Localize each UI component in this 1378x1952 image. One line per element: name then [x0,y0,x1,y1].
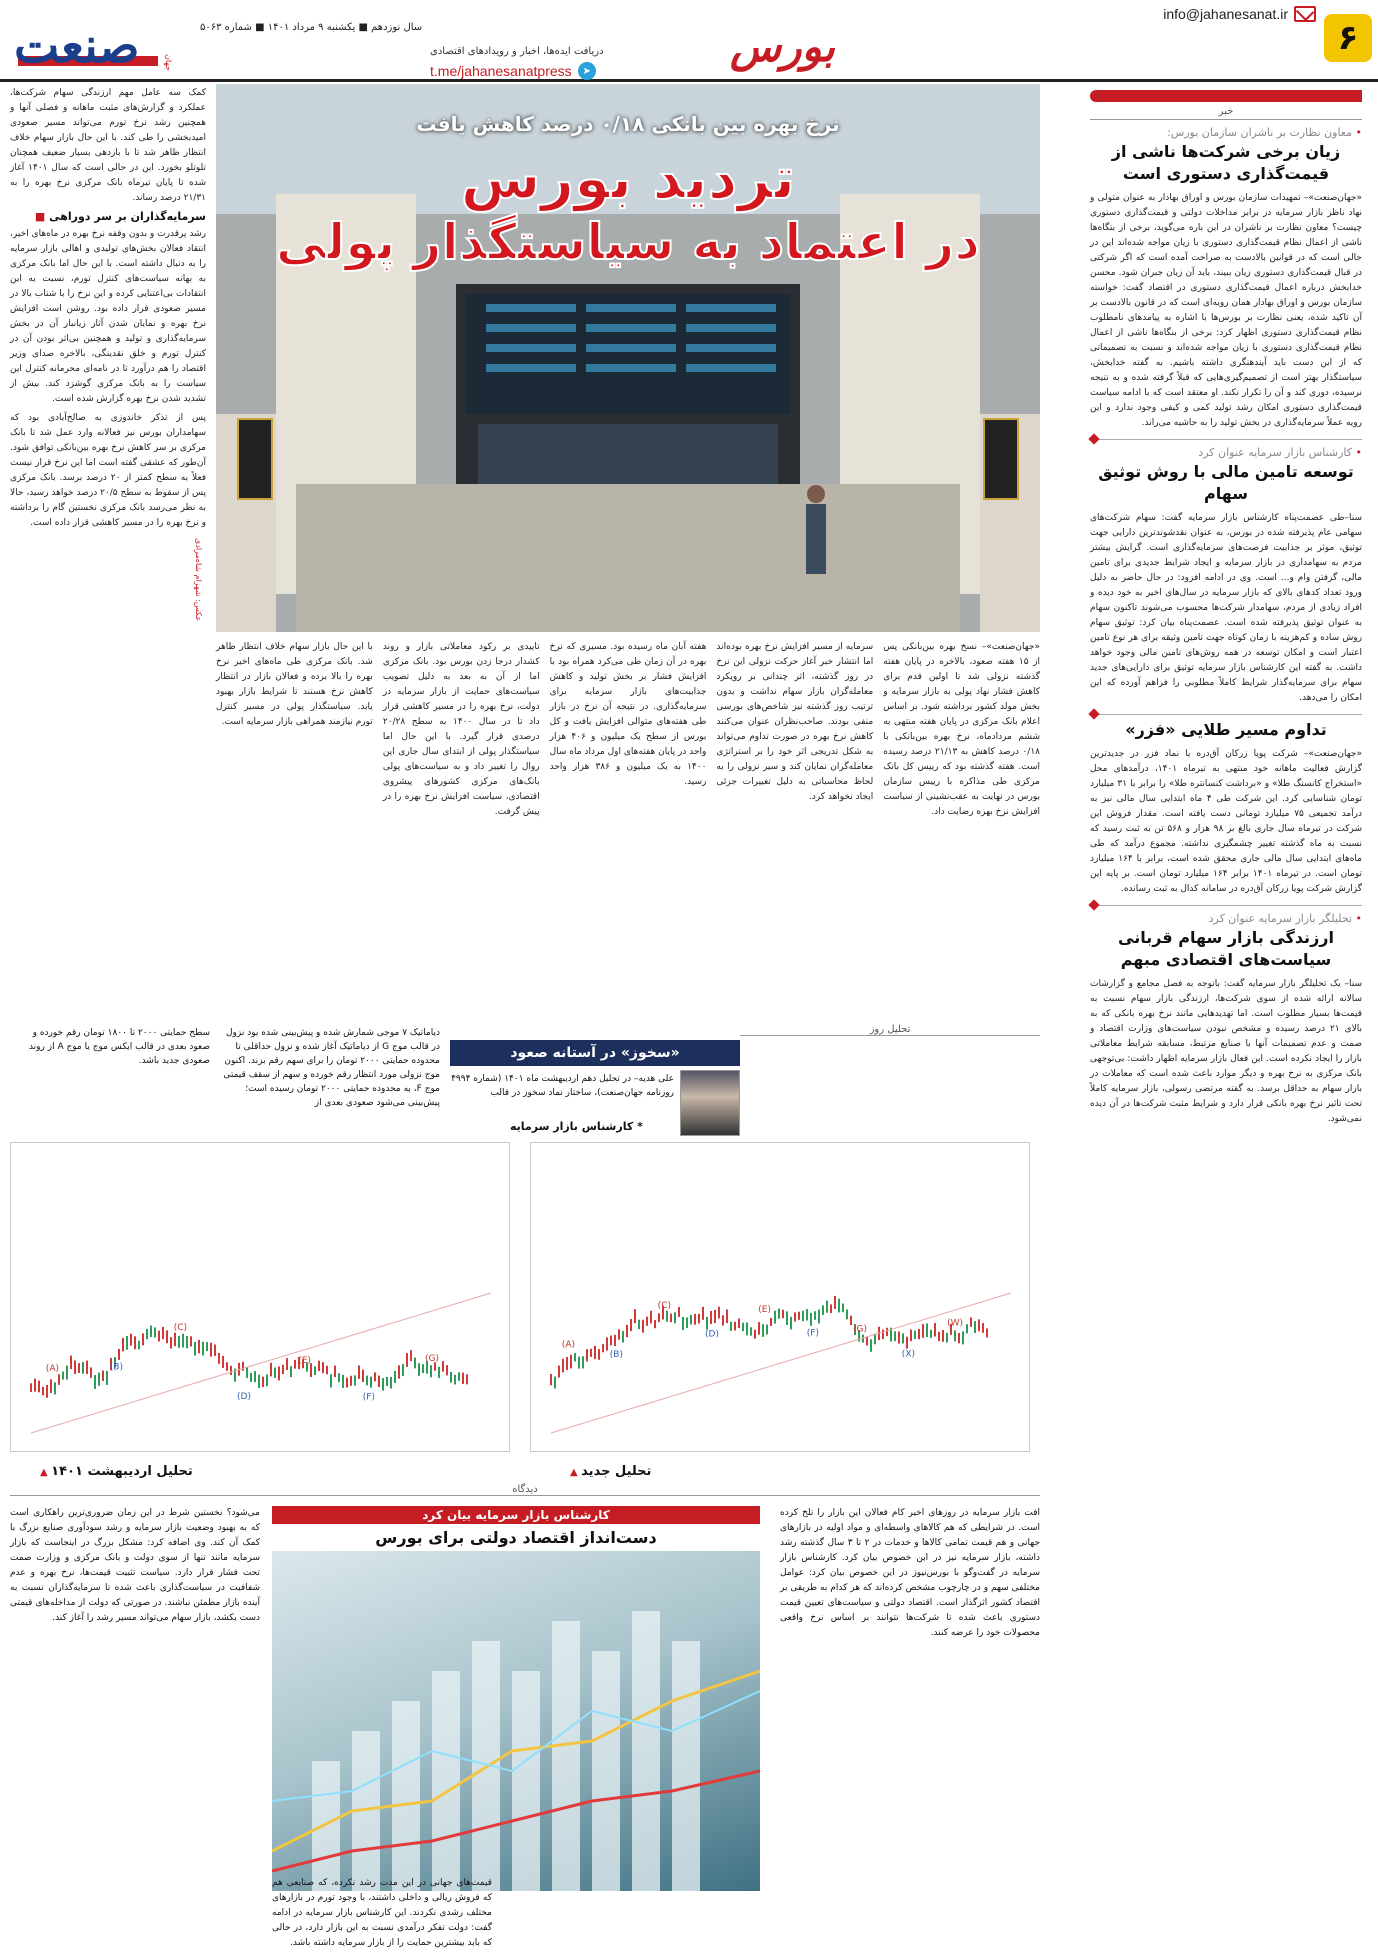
feature-kicker: کارشناس بازار سرمایه بیان کرد [272,1506,760,1524]
logo-word: صنعت [14,18,140,74]
analysis-section [10,1024,1040,1479]
hero-headline-1: تردید بورس [460,144,796,212]
chart-old-analysis [10,1142,510,1452]
section-title: بورس [730,22,835,71]
wave-label: (B) [109,1362,123,1373]
story1-title: زیان برخی شرکت‌ها ناشی از قیمت‌گذاری دستوری است [1111,142,1341,183]
divider [1090,905,1362,906]
article-col-3: هفته آبان ماه رسیده بود. مسیری که نرخ بهره در آن زمان طی می‌کرد همراه بود با افزایش فشار بر بخش تولید و کاهش جذابیت‌های بازار سرمایه برای سرمایه‌گذاری. در نتیجه آن نرخ در بازار طی هفته‌های متوالی افزایش یافت و کل بورس از سطح یک میلیون و ۴۰۶ هزار واحد در پایان هفته‌های اول مرداد ماه سال ۱۴۰۰ به یک میلیون و ۳۸۶ هزار واحد رسید. [549,642,707,787]
left-body-2: رشد پرقدرت و بدون وقفه نرخ بهره در ماه‌های اخیر، انتقاد فعالان بخش‌های تولیدی و اهالی بازار سرمایه را به دنبال داشته است. با این حال اما بانک مرکزی به بهانه سیاست‌های کنترل تورم، نسبت به این انتقادات بی‌اعتنایی کرده و این نرخ را با شتاب بالا در مسیر صعودی قرار داده بود. روشن است افزایش نرخ بهره و نمایان شدن آثار زیانبار آن در بخش سرمایه‌گذاری و تولید و همچنین بی‌اثر بودن آن در کنترل تورم و خلق نقدینگی، بالاخره صدای وزیر اقتصاد را هم درآورد تا در نامه‌ای محرمانه کنترل این سیاست را به بانک مرکزی گوشزد کند. بیش از تشدید شدن نرخ بهره گزارش شده است. [10,229,206,404]
telegram-url[interactable]: t.me/jahanesanatpress [430,63,572,79]
story1-kicker: • معاون نظارت بر ناشران سازمان بورس: [1090,126,1362,139]
wave-label: (C) [657,1301,671,1312]
story2-kicker: • کارشناس بازار سرمایه عنوان کرد [1090,446,1362,459]
analysis-intro: علی هدیه– در تحلیل دهم اردیبهشت ماه ۱۴۰۱ (شماره ۴۹۹۴ روزنامه جهان‌صنعت)، ساختار نماد سخوز در قالب [451,1074,674,1098]
newspaper-logo [14,18,174,78]
trend-line [551,1293,1011,1433]
author-photo [680,1070,740,1136]
bottom-col-left: می‌شود؟ نخستین شرط در این زمان ضروری‌ترین راهکاری است که به بهبود وضعیت بازار سرمایه و رشد سودآوری صنایع بزرگ با کمک آن کند. وی اضافه کرد: مشکل بزرگ در اینجاست که بازار سرمایه مانند تنها از سوی دولت و بانک مرکزی و وزارت صمت تحت فشار قرار دارد. سیاست تثبیت قیمت‌ها، نرخ بهره و عدم شفافیت در سیاست‌گذاری باعث شده تا سرمایه‌گذاران نسبت به آینده بازار مطمئن نباشند. در صورتی که دولت از مداخله‌های قیمتی دست بکشد، بازار سهام می‌تواند مسیر رشد را آغاز کند. [10,1508,260,1623]
wave-label: (F) [362,1392,375,1403]
wave-label: (B) [609,1349,623,1360]
analysis-tag: تحلیل روز [740,1024,1040,1036]
wave-label: (W) [947,1318,963,1329]
left-subheading: سرمایه‌گذاران بر سر دوراهی ■ [10,210,206,223]
mail-icon [1294,6,1316,22]
main-article-columns [216,640,1040,1008]
story3-body: «جهان‌صنعت»– شرکت پویا زرکان آق‌دره با نماد فزر در جدیدترین گزارش فعالیت ماهانه خود منتهی به تیرماه ۱۴۰۱، درآمدهای محل «استخراج کانسنگ طلا» و «برداشت کنسانتره طلا» را برابر با ۳۱ میلیارد تومان شناسایی کرد. این شرکت طی ۴ ماه ابتدایی سال مالی نیز به درآمد تجمیعی ۷۵ میلیارد تومانی دست یافته است. مقدار فروش این شرکت در تیرماه سال جاری بالغ بر ۹۸ هزار و ۵۶۸ تن به ثبت رسید که نسبت به ماه گذشته تغییر چشمگیری نداشته. مجموع درآمد که طی ماه‌های ابتدایی سال مالی جاری محقق شده است، برابر با ۱۶۴ میلیارد تومان است. در تیرماه ۱۴۰۱ برابر ۱۶۴ میلیارد تومان است. بر پایه این گزارش شرکت پویا زرکان آق‌دره در سامانه کدال به ثبت رسانده. [1090,749,1363,894]
analysis-text-2: دیاماتیک ۷ موجی شمارش شده و پیش‌بینی شده بود نزول در قالب موج G از دیاماتیک آغاز شده و نزول حداقلی تا محدوده حمایتی ۲۰۰۰ تومان را برای سهم رقم بزند. اکنون موج نزولی مورد انتظار رقم خورده و سهم از سقف قیمتی موج F، به محدوده حمایتی ۲۰۰۰ تومان رسیده است؛ پیش‌بینی می‌شود صعودی بعدی از [223,1028,440,1108]
story1-body: «جهان‌صنعت»– تمهیدات سازمان بورس و اوراق بهادار به عنوان متولی و نهاد ناظر بازار سرمایه در برابر مداخلات دولتی و قیمت‌گذاری دستوری چیست؟ معاون نظارت بر ناشران در این باره می‌گوید، برخی از بنگاه‌ها ناشی از اعمال نظام قیمت‌گذاری دستوری با زیان مواجه شده‌اند این در حالی است که در قوانین بالادست به صراحت آمده است که اگر شرکتی در قبال قیمت‌گذاری دستوری زیان ببیند، باید آن زیان جبران شود. محسن خدابخش درباره اعمال قیمت‌گذاری دستوری در اقتصاد گفت: خواسته سازمان بورس و اوراق بهادار همان رویه‌ای است که در قانون بالادست بر آن تاکید شده، یعنی نظارت بر بورس‌ها با اشاره به پیامدهای نامطلوب نظام قیمت‌گذاری دستوری اظهار کرد: برخی از بنگاه‌ها ناشی از اعمال نظام قیمت‌گذاری دستوری با زیان مواجه شده‌اند و نسبت به تصمیماتی که از این دست باید آیندهنگری داشته باشیم. به گفته خدابخش، سیاستگذار بهتر است از تصمیم‌گیری‌هایی که قبلاً گرفته شده و به نتیجه نرسیده، دوری کند و آن را تکرار نکند. او معتقد است که با ادامه سیاست قیمت‌گذاری دستوری امکان رشد تولید کمی و کیفی وجود ندارد و این رویه عملاً سرمایه‌گذاری در بخش تولید را به حاشیه می‌راند. [1090,193,1362,428]
wave-label: (F) [806,1328,819,1339]
bottom-col-right: افت بازار سرمایه در روزهای اخیر کام فعالان این بازار را تلخ کرده است. در شرایطی که هم کالاهای واسطه‌ای و مواد اولیه در بازارهای جهانی و هم قیمت تمامی کالاها و خدمات در ۲ تا ۳ سال گذشته رشد داشته، بازار سرمایه نیز در این خصوص بیان کرد. کارشناس بازار سرمایه در گفت‌وگو با بورس‌نیوز در این خصوص بیان کرد: عوامل مختلفی سهم و در چارچوب مشخص کرده‌اند که هر کدام به طریقی بر اقتصاد کشور اثرگذار است. اقتصاد دولتی و سیاست‌های تعیین قیمت دستوری باعث شده تا شرکت‌ها نتوانند بر اساس نرخ واقعی محصولات خود را عرضه کنند. [780,1508,1040,1638]
analysis-text-3: سطح حمایتی ۲۰۰۰ تا ۱۸۰۰ تومان رقم خورده و صعود بعدی در قالب ایکس موج یا موج A از روند صعودی جدید باشد. [28,1028,210,1066]
expert-label: * کارشناس بازار سرمایه [510,1120,643,1133]
story3-title: تداوم مسیر طلایی «فزر» [1125,720,1327,739]
wave-label: (A) [45,1363,59,1374]
opinion-tag: دیدگاه [10,1484,1040,1496]
hero-kicker: نرخ بهره بین بانکی ۰/۱۸ درصد کاهش یافت [416,112,840,136]
feature-frame [272,1506,760,1936]
article-col-5: با این حال بازار سهام خلاف انتظار ظاهر شد. بانک مرکزی طی ماه‌های اخیر نرخ بهره را بالا برده و فعالان بازار در انتظار کاهش نرخ هستند تا شرایط بازار بهبود یابد. سیاستگذار پولی در مسیر کنترل تورم نیازمند همراهی بازار سرمایه است. [216,642,373,727]
issue-line: سال نوزدهم ■ یکشنبه ۹ مرداد ۱۴۰۱ ■ شماره ۵۰۶۳ [200,22,423,33]
telegram-caption: دریافت ایده‌ها، اخبار و رویدادهای اقتصادی [430,46,604,57]
wave-label: (G) [424,1353,439,1364]
telegram-icon: ➤ [578,62,596,80]
left-body-1: کمک سه عامل مهم ارزندگی سهام شرکت‌ها، عملکرد و گزارش‌های مثبت ماهانه و فصلی آنها و همچنین رشد نرخ تورم می‌تواند مسیر صعودی امیدبخشی را طی کند. با این حال بازار سهام خلاف انتظار ظاهر شد تا با بازدهی بسیار ضعیف همچنان تلوتلو بخورد. این در حالی است که سال ۱۴۰۱ آغاز شده تا پایان تیرماه بانک مرکزی نرخ بهره را به ۲۱/۳۱ درصد رساند. [10,88,207,203]
wave-label: (D) [237,1391,251,1402]
page-header [0,0,1378,82]
divider [1090,714,1362,715]
article-col-2: سرمایه از مسیر افزایش نرخ بهره بوده‌اند اما انتشار خبر آغاز حرکت نزولی این نرخ در روز گذشته، اثر چندانی بر رویکرد معامله‌گران بازار سهام نداشت و بدون ترتیب روز گذشته نیز شاخص‌های بورسی منفی بودند. صاحب‌نظران عنوان می‌کنند کاهش نرخ بهره در صورت تداوم می‌تواند به شکل تدریجی اثر خود را بر استراتژی معامله‌گران نمایان کند و سیر نزولی را به لحاظ محاسباتی به دلیل تغییرات جزئی ایجاد نخواهد کرد. [716,642,874,802]
wave-label: (X) [901,1349,915,1360]
wave-label: (G) [852,1324,867,1335]
finance-chart-image [272,1551,760,1891]
news-tag: خبر [1090,106,1362,120]
story2-title: توسعه تامین مالی با روش توثیق سهام [1098,462,1354,503]
trend-line [31,1293,491,1433]
feature-title: دست‌انداز اقتصاد دولتی برای بورس [375,1528,657,1547]
logo-sub: جهان [164,54,173,71]
left-column [10,86,206,531]
left-body-3: پس از تذکر خاندوزی به صالح‌آبادی بود که سهامداران بورس نیز فعالانه وارد عمل شد تا بانک مرکزی بر سر کاهش نرخ بهره بین‌بانکی توافق شود. آن‌طور که عشقی گفته است اما این نرخ قرار نیست فعلاً به سطح کمتر از ۲۰ درصد برسد. بانک مرکزی پس از سقوط به سطح ۲۰/۵ درصد خواهد رسید، حالا به نظر می‌رسد بانک مرکزی نخستین گام را برداشته و نرخ بهره را در مسیر کاهشی قرار داده است. [10,413,206,528]
wave-label: (E) [298,1355,311,1366]
wave-label: (A) [561,1339,575,1350]
wave-label: (E) [758,1304,771,1315]
photo-credit: عکس: شهرام شاه‌مرادی [194,538,203,622]
article-col-1: «جهان‌صنعت»– نسخ بهره بین‌بانکی پس از ۱۵ هفته صعود، بالاخره در پایان هفته گذشته نزولی شد تا اولین قدم برای کاهش فشار نهاد پولی به بازار سرمایه و بخش مولد کشور برداشته شود. بر اساس اعلام بانک مرکزی در پایان هفته منتهی به ششم مردادماه، نرخ بهره بین‌بانکی با ۰/۱۸ درصد کاهش به ۲۱/۱۳ درصد رسیده است. هفته گذشته بود که رییس کل بانک مرکزی طی مذاکره با رییس سازمان بورس در نهایت به عقب‌نشینی از سیاست افزایش نرخ بهره رضایت داد. [883,642,1040,817]
divider [1090,439,1362,440]
hero-headline-2: در اعتماد به سیاستگذار پولی [275,213,981,271]
bottom-section [10,1484,1040,1948]
right-column [1090,90,1362,1946]
bottom-col-mid: قیمت‌های جهانی در این مدت رشد نکرده، که صنایعی هم که فروش ریالی و داخلی داشتند، با وجود تورم در بازارهای مختلف رشدی نکردند. این کارشناس بازار سرمایه در ادامه گفت: دولت تفکر درآمدی نسبت به این بازار دارد، در حالی که باید بیشترین حمایت را از بازار سرمایه داشته باشد. [272,1878,492,1948]
wave-label: (C) [173,1322,187,1333]
hero-photo [216,84,1040,632]
story2-body: سنا–طی عصمت‌پناه کارشناس بازار سرمایه گفت: سهام شرکت‌های سهامی عام پذیرفته شده در بورس، به عنوان نقدشوندترین دارایی جهت توثیق، موثر بر جذابیت فرصت‌های سرمایه‌گذاری است. گرایش بیشتر مردم به سهامداری در بازار سرمایه و ایجاد شرایط جدیدی برای تامین مالی، گرفتن وام و... است. وی در ادامه افزود: در حال حاضر به دلیل ورود تعداد کدهای بالای که بازار سرمایه در سال‌های اخیر به خود دیده و افراد زیادی از مردم، سهامدار شرکت‌ها محسوب می‌شوند تاکنون سهام به عنوان توثیق پذیرفته شده است. عصمت‌پناه بیان کرد: توثیق سهام روش ساده و کم‌هزینه با زمان کوتاه جهت تامین وثیقه برای هر نوع تامین اعتبار است و امکان توسعه در همه روش‌های تامین مالی وجود خواهد داشت. به گفته این کارشناس بازار سرمایه توثیق برای دارایی‌های جدید سهام برای سرمایه‌گذار شرایط کاملاً مطلوبی را فراهم آورده که این امکان را می‌دهد. [1090,513,1362,703]
story4-title: ارزندگی بازار سهام قربانی سیاست‌های اقتصادی مبهم [1118,928,1334,969]
bar-graph-illustration [272,1551,760,1891]
article-col-4: تاییدی بر رکود معاملاتی بازار و روند کشدار درجا زدن بورس بود. بانک مرکزی اما از آن به بعد به دلیل تصویب سیاست‌های حمایت از بازار سرمایه در دولت، نرخ بهره را در مسیر کاهشی قرار داد تا در سال ۱۴۰۰ به سطح ۲۰/۲۸ درصدی قرار گیرد. با این حال اما سیاستگذار پولی از ابتدای سال جاری این روال را تغییر داد و به سیاست‌های پولی بانک‌های مرکزی کشورهای پیشروی اقتصادی، سیاست افزایش نرخ بهره را در پیش گرفت. [382,642,540,817]
page-number: ۶ [1324,14,1372,62]
chart-old-caption: تحلیل اردیبهشت ۱۴۰۱ ▲ [40,1464,193,1479]
wave-label: (D) [705,1329,719,1340]
telegram-link[interactable] [430,62,596,80]
red-bar [1090,90,1362,102]
chart-new-caption: تحلیل جدید ▲ [570,1464,651,1479]
analysis-title: «سخوز» در آستانه صعود [450,1040,740,1066]
chart-new-analysis [530,1142,1030,1452]
story4-kicker: • تحلیلگر بازار سرمایه عنوان کرد [1090,912,1362,925]
email-line [1163,6,1316,22]
story4-body: سنا– یک تحلیلگر بازار سرمایه گفت: باتوجه به فصل مجامع و گزارشات سالانه ارائه شده از سوی شرکت‌ها، ارزندگی بازار سهام نسبت به قیمت‌ها بسیار مطلوب است. اما تهدیدهایی مانند نرخ بهره بانکی که به بالای ۲۱ درصد رسیده و مشخص نبودن سیاست‌های وزارت اقتصاد و صمت و عدم تصمیمات آنها با صنایع مرتبط، مسابقه شرایط معاملاتی بازار را ایجاد نکرده است. این فعال بازار سرمایه اظهار داشت: بی‌توجهی بانک مرکزی به نرخ بهره و دیگر موارد باعث شده است که معاملات در بازار سهام به حداقل برسد. به گفته مرتضی رسولی، بازار سرمایه کاملاً تحت تاثیر نرخ بهره بانکی قرار دارد و شرایط مثبت شرکت‌ها در آن دیده نمی‌شود. [1090,979,1362,1124]
email-text[interactable]: info@jahanesanat.ir [1163,6,1288,22]
